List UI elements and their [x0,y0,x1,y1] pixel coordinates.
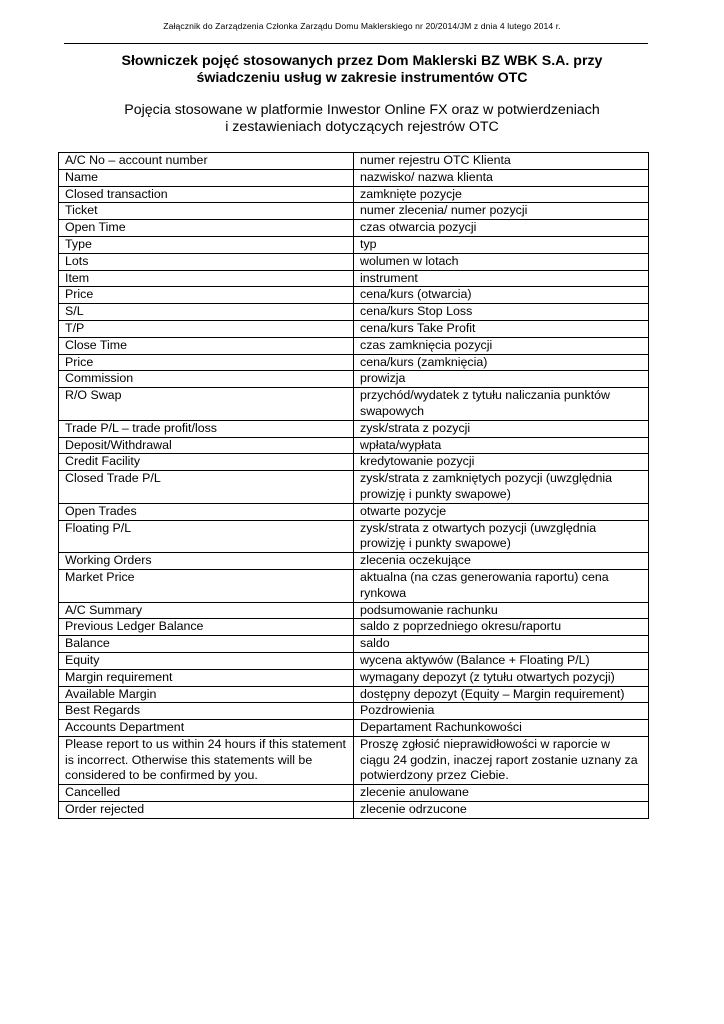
glossary-row [59,236,649,253]
document-title [60,53,664,87]
glossary-row [59,553,649,570]
term-polish: zlecenia oczekujące [354,553,649,570]
glossary-row [59,304,649,321]
header-divider [64,43,648,44]
term-english: Order rejected [59,802,354,819]
glossary-row [59,602,649,619]
term-english: A/C No – account number [59,153,354,170]
glossary-row [59,388,649,421]
term-english: Available Margin [59,686,354,703]
glossary-row [59,785,649,802]
term-english: Equity [59,652,354,669]
glossary-row [59,169,649,186]
glossary-row [59,802,649,819]
term-english: Open Time [59,220,354,237]
term-polish: dostępny depozyt (Equity – Margin requirement) [354,686,649,703]
term-polish: prowizja [354,371,649,388]
term-polish: numer rejestru OTC Klienta [354,153,649,170]
term-polish: zysk/strata z otwartych pozycji (uwzględnia prowizję i punkty swapowe) [354,520,649,553]
term-english: Price [59,287,354,304]
term-polish: Departament Rachunkowości [354,720,649,737]
glossary-row [59,186,649,203]
glossary-row [59,337,649,354]
term-polish: cena/kurs (zamknięcia) [354,354,649,371]
term-english: Ticket [59,203,354,220]
term-polish: typ [354,236,649,253]
term-polish: podsumowanie rachunku [354,602,649,619]
term-english: Open Trades [59,503,354,520]
term-polish: nazwisko/ nazwa klienta [354,169,649,186]
glossary-row [59,686,649,703]
glossary-row [59,619,649,636]
term-english: Closed Trade P/L [59,471,354,504]
term-english: Balance [59,636,354,653]
term-polish: otwarte pozycje [354,503,649,520]
glossary-row [59,720,649,737]
glossary-row [59,287,649,304]
page-header-note: Załącznik do Zarządzenia Członka Zarządu Domu Maklerskiego nr 20/2014/JM z dnia 4 lutego 2014 r. [163,21,561,31]
term-english: Trade P/L – trade profit/loss [59,420,354,437]
term-polish: zysk/strata z pozycji [354,420,649,437]
term-english: S/L [59,304,354,321]
glossary-table-body [59,153,649,819]
term-polish: zlecenie anulowane [354,785,649,802]
glossary-row [59,471,649,504]
glossary-row [59,354,649,371]
glossary-row [59,203,649,220]
term-english: Item [59,270,354,287]
document-subtitle [60,102,664,136]
glossary-row [59,703,649,720]
term-polish: wycena aktywów (Balance + Floating P/L) [354,652,649,669]
subtitle-line-1: Pojęcia stosowane w platformie Inwestor Online FX oraz w potwierdzeniach [124,102,600,118]
term-polish: przychód/wydatek z tytułu naliczania punktów swapowych [354,388,649,421]
title-line-1: Słowniczek pojęć stosowanych przez Dom Maklerski BZ WBK S.A. przy [121,53,603,69]
title-line-2: świadczeniu usług w zakresie instrumentów OTC [196,70,528,86]
glossary-row [59,437,649,454]
glossary-row [59,652,649,669]
term-polish: cena/kurs (otwarcia) [354,287,649,304]
term-english: T/P [59,320,354,337]
glossary-row [59,153,649,170]
term-polish: saldo [354,636,649,653]
term-polish: numer zlecenia/ numer pozycji [354,203,649,220]
term-polish: instrument [354,270,649,287]
glossary-row [59,569,649,602]
glossary-row [59,520,649,553]
term-english: A/C Summary [59,602,354,619]
glossary-row [59,503,649,520]
term-polish: cena/kurs Stop Loss [354,304,649,321]
term-english: R/O Swap [59,388,354,421]
term-english: Closed transaction [59,186,354,203]
term-polish: zlecenie odrzucone [354,802,649,819]
term-english: Market Price [59,569,354,602]
glossary-row [59,253,649,270]
term-english: Previous Ledger Balance [59,619,354,636]
term-english: Best Regards [59,703,354,720]
glossary-row [59,320,649,337]
term-english: Please report to us within 24 hours if this statement is incorrect. Otherwise this statements will be considered to be confirmed by you. [59,736,354,784]
term-polish: wpłata/wypłata [354,437,649,454]
term-polish: aktualna (na czas generowania raportu) cena rynkowa [354,569,649,602]
glossary-row [59,220,649,237]
term-polish: kredytowanie pozycji [354,454,649,471]
term-english: Margin requirement [59,669,354,686]
term-polish: wymagany depozyt (z tytułu otwartych pozycji) [354,669,649,686]
term-polish: Proszę zgłosić nieprawidłowości w raporcie w ciągu 24 godzin, inaczej raport zostanie uznany za potwierdzony przez Ciebie. [354,736,649,784]
term-english: Working Orders [59,553,354,570]
term-polish: zysk/strata z zamkniętych pozycji (uwzględnia prowizję i punkty swapowe) [354,471,649,504]
term-english: Floating P/L [59,520,354,553]
glossary-row [59,270,649,287]
term-english: Credit Facility [59,454,354,471]
term-polish: Pozdrowienia [354,703,649,720]
glossary-row [59,371,649,388]
term-polish: zamknięte pozycje [354,186,649,203]
glossary-row [59,636,649,653]
term-english: Close Time [59,337,354,354]
term-english: Accounts Department [59,720,354,737]
glossary-row [59,736,649,784]
term-polish: czas otwarcia pozycji [354,220,649,237]
term-english: Name [59,169,354,186]
term-english: Type [59,236,354,253]
term-polish: cena/kurs Take Profit [354,320,649,337]
term-english: Lots [59,253,354,270]
term-polish: saldo z poprzedniego okresu/raportu [354,619,649,636]
term-english: Commission [59,371,354,388]
term-polish: wolumen w lotach [354,253,649,270]
term-english: Deposit/Withdrawal [59,437,354,454]
glossary-row [59,420,649,437]
glossary-row [59,454,649,471]
glossary-row [59,669,649,686]
term-english: Price [59,354,354,371]
term-english: Cancelled [59,785,354,802]
term-polish: czas zamknięcia pozycji [354,337,649,354]
glossary-table [58,152,649,819]
subtitle-line-2: i zestawieniach dotyczących rejestrów OTC [225,119,499,135]
